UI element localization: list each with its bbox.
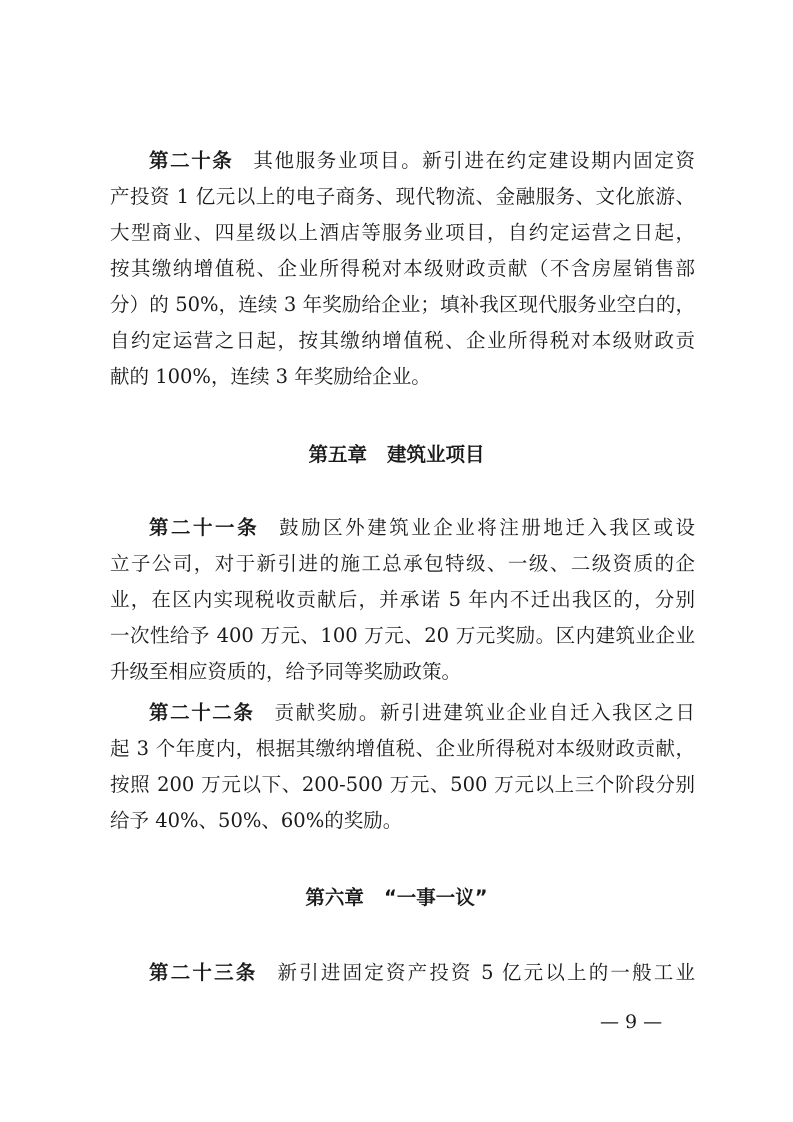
article-20-line-1: 第二十条 其他服务业项目。新引进在约定建设期内固定资 xyxy=(149,149,695,172)
article-22-line-3: 按照 200 万元以下、200-500 万元、500 万元以上三个阶段分别 xyxy=(110,773,695,796)
article-21-lead: 第二十一条 xyxy=(149,516,260,539)
article-22-line-2: 起 3 个年度内，根据其缴纳增值税、企业所得税对本级财政贡献， xyxy=(110,737,695,760)
article-21-line-3: 业，在区内实现税收贡献后，并承诺 5 年内不迁出我区的，分别 xyxy=(110,588,695,611)
article-22-line-4: 给予 40%、50%、60%的奖励。 xyxy=(110,809,403,832)
article-22-lead: 第二十二条 xyxy=(149,701,255,724)
chapter-6-heading xyxy=(0,880,793,916)
article-20-line-3: 大型商业、四星级以上酒店等服务业项目，自约定运营之日起， xyxy=(110,221,695,244)
chapter-5-title: 建筑业项目 xyxy=(387,443,485,466)
article-20-line-7: 献的 100%，连续 3 年奖励给企业。 xyxy=(110,365,431,388)
article-20-line-4: 按其缴纳增值税、企业所得税对本级财政贡献（不含房屋销售部 xyxy=(110,257,695,280)
page-number: — 9 — xyxy=(600,1011,663,1033)
article-21-line-5: 升级至相应资质的，给予同等奖励政策。 xyxy=(110,660,462,683)
chapter-6-number: 第六章 xyxy=(305,886,364,909)
article-20 xyxy=(110,143,695,395)
article-20-line-5: 分）的 50%，连续 3 年奖励给企业；填补我区现代服务业空白的， xyxy=(110,293,695,316)
article-23-line-1: 第二十三条 新引进固定资产投资 5 亿元以上的一般工业 xyxy=(149,961,695,984)
article-21-line-1: 第二十一条 鼓励区外建筑业企业将注册地迁入我区或设 xyxy=(149,516,695,539)
article-21-line-2: 立子公司，对于新引进的施工总承包特级、一级、二级资质的企 xyxy=(110,552,695,575)
article-22-line-1: 第二十二条 贡献奖励。新引进建筑业企业自迁入我区之日 xyxy=(149,701,695,724)
article-23 xyxy=(110,955,695,991)
chapter-5-number: 第五章 xyxy=(308,443,367,466)
article-22 xyxy=(110,695,695,839)
chapter-6-title: “一事一议” xyxy=(383,886,488,909)
article-21 xyxy=(110,510,695,690)
article-21-line-4: 一次性给予 400 万元、100 万元、20 万元奖励。区内建筑业企业 xyxy=(110,624,695,647)
article-23-lead: 第二十三条 xyxy=(149,961,258,984)
chapter-5-heading xyxy=(0,437,793,473)
article-20-line-2: 产投资 1 亿元以上的电子商务、现代物流、金融服务、文化旅游、 xyxy=(110,185,695,208)
article-20-lead: 第二十条 xyxy=(149,149,234,172)
article-20-line-6: 自约定运营之日起，按其缴纳增值税、企业所得税对本级财政贡 xyxy=(110,329,695,352)
